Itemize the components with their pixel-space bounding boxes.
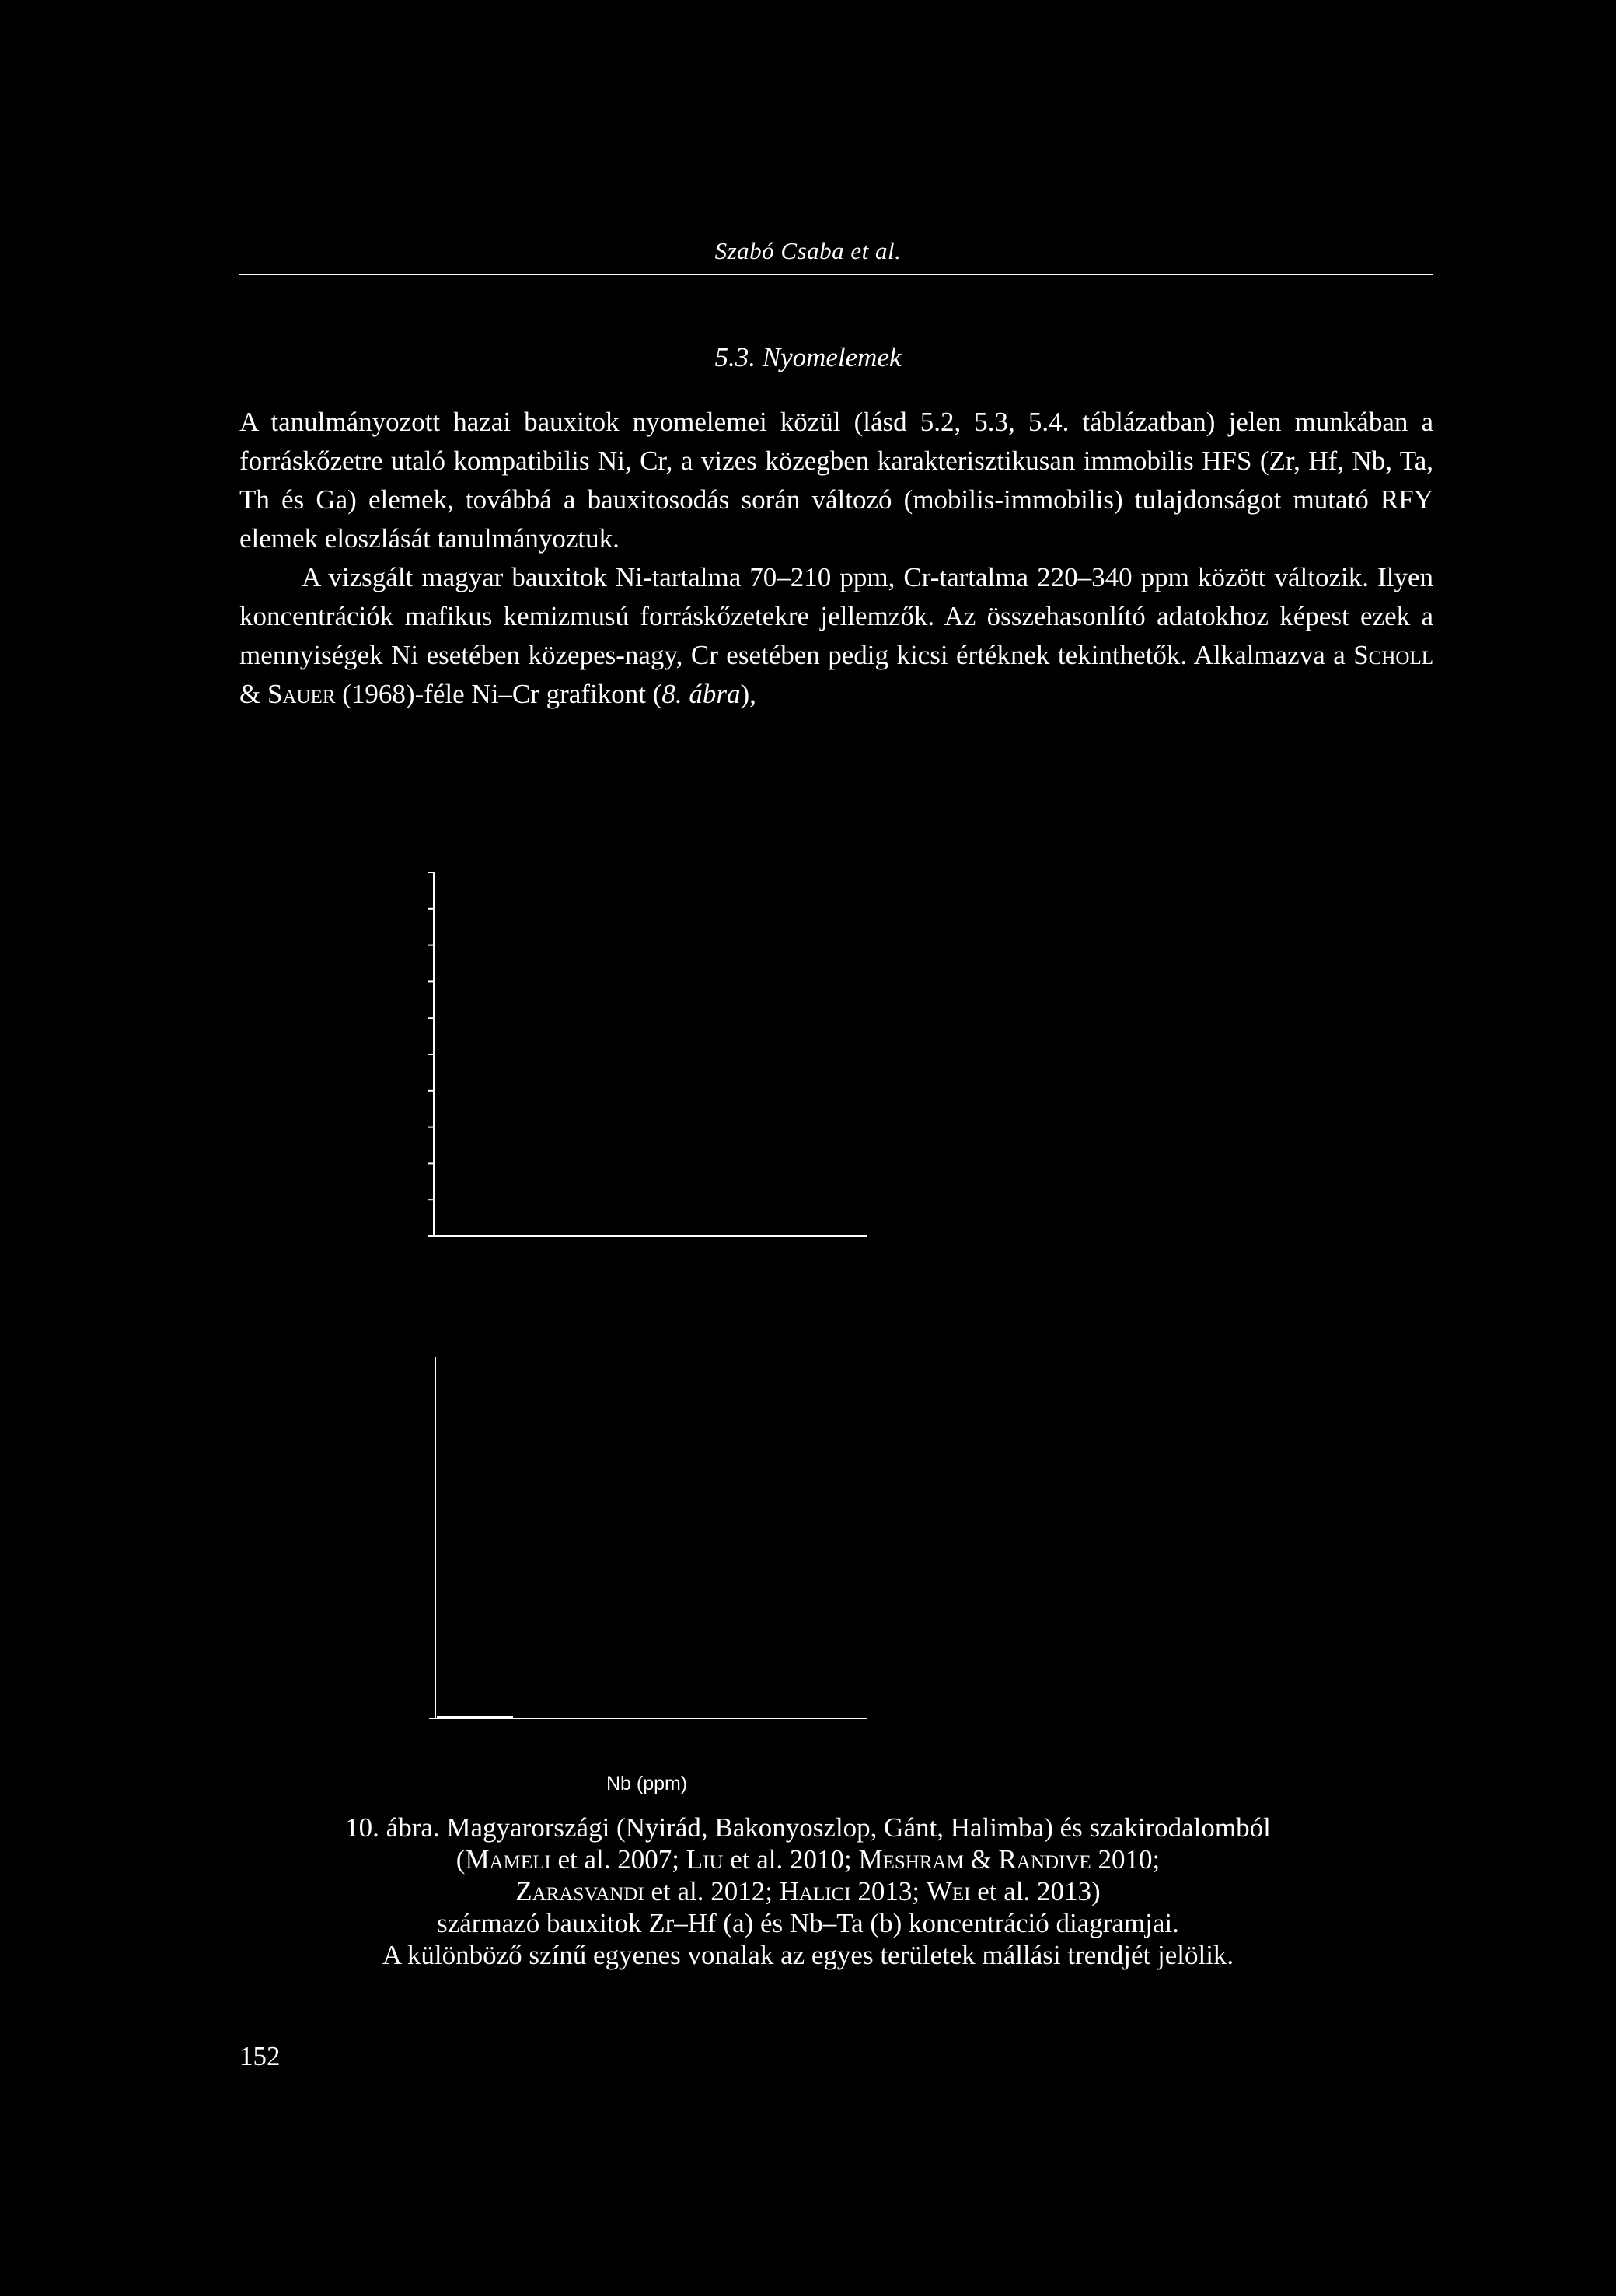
paragraph-2-text: A vizsgált magyar bauxitok Ni-tartalma 70–210 ppm, Cr-tartalma 220–340 ppm között változik. Ilyen koncentrációk mafikus kemizmusú forráskőzetekre jellemzők. Az összehasonlító adatokhoz képest ezek a mennyiségek Ni esetében közepes-nagy, Cr esetében pedig kicsi értéknek tekinthetők. Alkalmazva a [239,562,1433,670]
caption-text: et al. 2007; [550,1844,686,1875]
paragraph-2-text-b: (1968)-féle Ni–Cr grafikont ( [335,679,662,709]
caption-text: 2010; [1091,1844,1161,1875]
chart-a [420,863,871,1252]
caption-text: et al. 2013) [970,1876,1101,1906]
body-text [239,403,1433,714]
author-sauer: Sauer [267,679,336,709]
figure-reference: 8. ábra [661,679,741,709]
author-halici: Halici [779,1876,851,1906]
caption-line-5: A különböző színű egyenes vonalak az egyes területek mállási trendjét jelölik. [382,1940,1234,1970]
caption-text: 2013; [850,1876,927,1906]
page-number: 152 [239,2041,281,2071]
author-meshram: Meshram [858,1844,964,1875]
chart-a-axes [428,872,867,1236]
caption-line-2 [0,1843,1616,1875]
author-scholl: Scholl [1353,640,1433,670]
caption-ampersand: & [963,1844,999,1875]
caption-text: et al. 2010; [723,1844,859,1875]
ampersand: & [239,679,267,709]
paragraph-2 [239,558,1433,714]
chart-b [420,1353,871,1742]
figure-caption [0,1812,1616,1971]
caption-line-4: származó bauxitok Zr–Hf (a) és Nb–Ta (b) koncentráció diagramjai. [437,1908,1179,1938]
author-liu: Liu [686,1844,724,1875]
chart-a-ticks [428,872,434,1200]
caption-line-1: 10. ábra. Magyarországi (Nyirád, Bakonyoszlop, Gánt, Halimba) és szakirodalomból [345,1812,1271,1843]
author-randive: Randive [998,1844,1091,1875]
running-head: Szabó Csaba et al. [714,237,902,264]
chart-b-xlabel: Nb (ppm) [606,1773,688,1795]
author-wei: Wei [926,1876,971,1906]
caption-paren: ( [455,1844,466,1875]
author-zarasvandi: Zarasvandi [515,1876,644,1906]
chart-b-axes [429,1357,867,1718]
author-mameli: Mameli [465,1844,551,1875]
caption-text: et al. 2012; [644,1876,780,1906]
caption-line-3 [0,1875,1616,1907]
paragraph-1: A tanulmányozott hazai bauxitok nyomelemei közül (lásd 5.2, 5.3, 5.4. táblázatban) jelen munkában a forráskőzetre utaló kompatibilis Ni, Cr, a vizes közegben karakterisztikusan immobilis HFS (Zr, Hf, Nb, Ta, Th és Ga) elemek, továbbá a bauxitosodás során változó (mobilis-immobilis) tulajdonságot mutató RFY elemek eloszlását tanulmányoztuk. [239,407,1433,554]
paragraph-2-text-c: ), [740,679,756,709]
section-title: 5.3. Nyomelemek [714,342,902,372]
header-rule [239,274,1433,275]
